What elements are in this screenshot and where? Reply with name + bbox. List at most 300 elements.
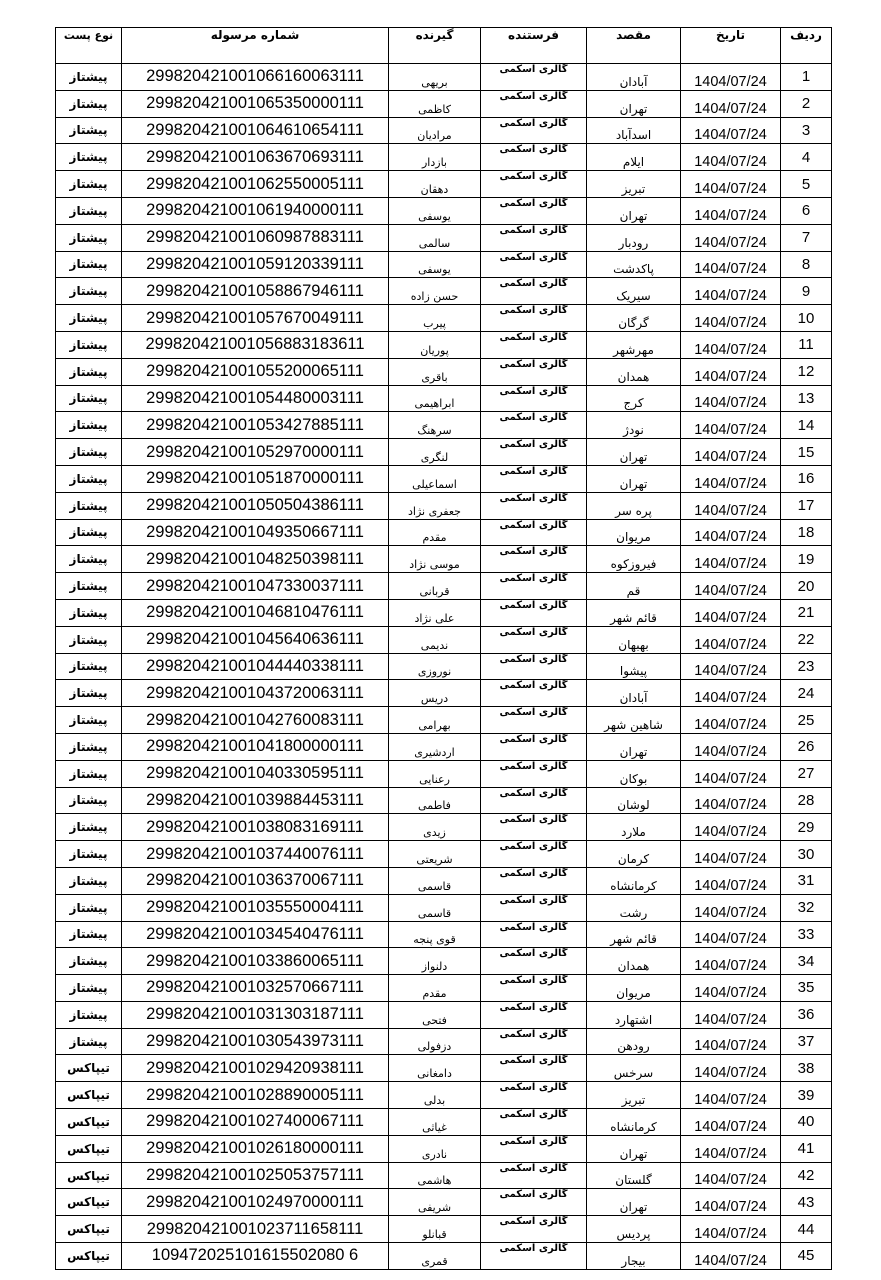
date-cell: 1404/07/24 [681, 90, 781, 117]
destination-cell: کرمان [587, 841, 681, 868]
tracking-number-cell: 299820421001045640636111 [122, 626, 389, 653]
destination-cell: همدان [587, 948, 681, 975]
header-type: نوع پست [56, 28, 122, 64]
row-number-cell: 24 [781, 680, 832, 707]
post-type-cell: پیشتاز [56, 707, 122, 734]
row-number-cell: 44 [781, 1216, 832, 1243]
date-cell: 1404/07/24 [681, 144, 781, 171]
tracking-number-cell: 299820421001063670693111 [122, 144, 389, 171]
tracking-number-cell: 299820421001051870000111 [122, 465, 389, 492]
destination-cell: تهران [587, 465, 681, 492]
row-number-cell: 17 [781, 492, 832, 519]
sender-cell: گالری اسکمی [481, 599, 587, 626]
row-number-cell: 13 [781, 385, 832, 412]
date-cell: 1404/07/24 [681, 841, 781, 868]
post-type-cell: پیشتاز [56, 948, 122, 975]
table-row [56, 573, 832, 600]
date-cell: 1404/07/24 [681, 787, 781, 814]
tracking-number-cell: 299820421001039884453111 [122, 787, 389, 814]
date-cell: 1404/07/24 [681, 519, 781, 546]
table-row [56, 519, 832, 546]
table-row [56, 1109, 832, 1136]
destination-cell: گلستان [587, 1162, 681, 1189]
table-row [56, 546, 832, 573]
receiver-cell: قربانی [389, 573, 481, 600]
post-type-cell: پیشتاز [56, 1001, 122, 1028]
destination-cell: تهران [587, 197, 681, 224]
tracking-number-cell: 299820421001029420938111 [122, 1055, 389, 1082]
post-type-cell: تیپاکس [56, 1162, 122, 1189]
post-type-cell: پیشتاز [56, 358, 122, 385]
row-number-cell: 42 [781, 1162, 832, 1189]
destination-cell: ملارد [587, 814, 681, 841]
tracking-number-cell: 299820421001058867946111 [122, 278, 389, 305]
receiver-cell: قاسمی [389, 894, 481, 921]
receiver-cell: اسماعیلی [389, 465, 481, 492]
post-type-cell: پیشتاز [56, 385, 122, 412]
row-number-cell: 37 [781, 1028, 832, 1055]
tracking-number-cell: 299820421001044440338111 [122, 653, 389, 680]
sender-cell: گالری اسکمی [481, 1055, 587, 1082]
receiver-cell: سرهنگ [389, 412, 481, 439]
row-number-cell: 15 [781, 439, 832, 466]
date-cell: 1404/07/24 [681, 439, 781, 466]
sender-cell: گالری اسکمی [481, 894, 587, 921]
receiver-cell: شریعتی [389, 841, 481, 868]
post-type-cell: پیشتاز [56, 760, 122, 787]
row-number-cell: 16 [781, 465, 832, 492]
receiver-cell: پوریان [389, 331, 481, 358]
destination-cell: سیریک [587, 278, 681, 305]
receiver-cell: پیرب [389, 305, 481, 332]
sender-cell: گالری اسکمی [481, 519, 587, 546]
post-type-cell: پیشتاز [56, 841, 122, 868]
header-destination: مقصد [587, 28, 681, 64]
row-number-cell: 32 [781, 894, 832, 921]
receiver-cell: سالمی [389, 224, 481, 251]
tracking-number-cell: 299820421001043720063111 [122, 680, 389, 707]
post-type-cell: پیشتاز [56, 653, 122, 680]
tracking-number-cell: 299820421001056883183611 [122, 331, 389, 358]
sender-cell: گالری اسکمی [481, 385, 587, 412]
row-number-cell: 38 [781, 1055, 832, 1082]
row-number-cell: 6 [781, 197, 832, 224]
post-type-cell: تیپاکس [56, 1135, 122, 1162]
receiver-cell: دامغانی [389, 1055, 481, 1082]
receiver-cell: ندیمی [389, 626, 481, 653]
post-type-cell: پیشتاز [56, 626, 122, 653]
date-cell: 1404/07/24 [681, 599, 781, 626]
tracking-number-cell: 299820421001035550004111 [122, 894, 389, 921]
post-type-cell: پیشتاز [56, 224, 122, 251]
post-type-cell: پیشتاز [56, 171, 122, 198]
destination-cell: تبریز [587, 171, 681, 198]
destination-cell: رودبار [587, 224, 681, 251]
post-type-cell: پیشتاز [56, 331, 122, 358]
sender-cell: گالری اسکمی [481, 251, 587, 278]
sender-cell: گالری اسکمی [481, 733, 587, 760]
date-cell: 1404/07/24 [681, 1216, 781, 1243]
post-type-cell: پیشتاز [56, 439, 122, 466]
post-type-cell: پیشتاز [56, 465, 122, 492]
tracking-number-cell: 299820421001062550005111 [122, 171, 389, 198]
row-number-cell: 33 [781, 921, 832, 948]
sender-cell: گالری اسکمی [481, 626, 587, 653]
tracking-number-cell: 299820421001054480003111 [122, 385, 389, 412]
table-row [56, 626, 832, 653]
receiver-cell: نادری [389, 1135, 481, 1162]
sender-cell: گالری اسکمی [481, 867, 587, 894]
row-number-cell: 27 [781, 760, 832, 787]
post-type-cell: پیشتاز [56, 814, 122, 841]
row-number-cell: 5 [781, 171, 832, 198]
table-body [56, 64, 832, 1270]
date-cell: 1404/07/24 [681, 707, 781, 734]
date-cell: 1404/07/24 [681, 251, 781, 278]
destination-cell: شاهین شهر [587, 707, 681, 734]
tracking-number-cell: 299820421001037440076111 [122, 841, 389, 868]
table-row [56, 948, 832, 975]
sender-cell: گالری اسکمی [481, 224, 587, 251]
sender-cell: گالری اسکمی [481, 760, 587, 787]
receiver-cell: فاطمی [389, 787, 481, 814]
row-number-cell: 36 [781, 1001, 832, 1028]
tracking-number-cell: 299820421001032570667111 [122, 975, 389, 1002]
row-number-cell: 26 [781, 733, 832, 760]
tracking-number-cell: 299820421001053427885111 [122, 412, 389, 439]
destination-cell: بیجار [587, 1243, 681, 1270]
sender-cell: گالری اسکمی [481, 197, 587, 224]
receiver-cell: قبانلو [389, 1216, 481, 1243]
table-row [56, 707, 832, 734]
row-number-cell: 7 [781, 224, 832, 251]
destination-cell: کرمانشاه [587, 867, 681, 894]
tracking-number-cell: 299820421001028890005111 [122, 1082, 389, 1109]
tracking-number-cell: 299820421001064610654111 [122, 117, 389, 144]
table-row [56, 1243, 832, 1270]
receiver-cell: قوی پنجه [389, 921, 481, 948]
sender-cell: گالری اسکمی [481, 1109, 587, 1136]
sender-cell: گالری اسکمی [481, 546, 587, 573]
sender-cell: گالری اسکمی [481, 841, 587, 868]
header-date: تاریخ [681, 28, 781, 64]
post-type-cell: پیشتاز [56, 599, 122, 626]
tracking-number-cell: 299820421001057670049111 [122, 305, 389, 332]
destination-cell: تهران [587, 439, 681, 466]
sender-cell: گالری اسکمی [481, 921, 587, 948]
table-row [56, 653, 832, 680]
sender-cell: گالری اسکمی [481, 358, 587, 385]
table-row [56, 412, 832, 439]
table-row [56, 733, 832, 760]
destination-cell: همدان [587, 358, 681, 385]
post-type-cell: پیشتاز [56, 305, 122, 332]
sender-cell: گالری اسکمی [481, 1162, 587, 1189]
destination-cell: تهران [587, 733, 681, 760]
sender-cell: گالری اسکمی [481, 412, 587, 439]
row-number-cell: 9 [781, 278, 832, 305]
table-row [56, 1162, 832, 1189]
destination-cell: کرج [587, 385, 681, 412]
table-row [56, 867, 832, 894]
date-cell: 1404/07/24 [681, 1189, 781, 1216]
row-number-cell: 3 [781, 117, 832, 144]
table-row [56, 465, 832, 492]
date-cell: 1404/07/24 [681, 975, 781, 1002]
header-sender: فرستنده [481, 28, 587, 64]
tracking-number-cell: 299820421001046810476111 [122, 599, 389, 626]
sender-cell: گالری اسکمی [481, 1189, 587, 1216]
header-row [56, 28, 832, 64]
sender-cell: گالری اسکمی [481, 117, 587, 144]
destination-cell: آبادان [587, 680, 681, 707]
sender-cell: گالری اسکمی [481, 1028, 587, 1055]
receiver-cell: بازدار [389, 144, 481, 171]
row-number-cell: 2 [781, 90, 832, 117]
row-number-cell: 18 [781, 519, 832, 546]
table-row [56, 197, 832, 224]
sender-cell: گالری اسکمی [481, 1082, 587, 1109]
destination-cell: گرگان [587, 305, 681, 332]
row-number-cell: 14 [781, 412, 832, 439]
destination-cell: پردیس [587, 1216, 681, 1243]
date-cell: 1404/07/24 [681, 465, 781, 492]
tracking-number-cell: 299820421001036370067111 [122, 867, 389, 894]
receiver-cell: بریهی [389, 64, 481, 91]
receiver-cell: کاظمی [389, 90, 481, 117]
tracking-number-cell: 299820421001047330037111 [122, 573, 389, 600]
table-row [56, 1028, 832, 1055]
row-number-cell: 12 [781, 358, 832, 385]
receiver-cell: فتحی [389, 1001, 481, 1028]
destination-cell: مریوان [587, 975, 681, 1002]
tracking-number-cell: 299820421001038083169111 [122, 814, 389, 841]
receiver-cell: علی نژاد [389, 599, 481, 626]
tracking-number-cell: 299820421001024970000111 [122, 1189, 389, 1216]
post-type-cell: پیشتاز [56, 412, 122, 439]
table-row [56, 144, 832, 171]
row-number-cell: 23 [781, 653, 832, 680]
sender-cell: گالری اسکمی [481, 1243, 587, 1270]
receiver-cell: شریفی [389, 1189, 481, 1216]
receiver-cell: جعفری نژاد [389, 492, 481, 519]
tracking-number-cell: 299820421001066160063111 [122, 64, 389, 91]
post-type-cell: پیشتاز [56, 733, 122, 760]
receiver-cell: نوروزی [389, 653, 481, 680]
date-cell: 1404/07/24 [681, 278, 781, 305]
receiver-cell: دزفولی [389, 1028, 481, 1055]
sender-cell: گالری اسکمی [481, 573, 587, 600]
sender-cell: گالری اسکمی [481, 278, 587, 305]
date-cell: 1404/07/24 [681, 412, 781, 439]
tracking-number-cell: 299820421001042760083111 [122, 707, 389, 734]
row-number-cell: 4 [781, 144, 832, 171]
sender-cell: گالری اسکمی [481, 787, 587, 814]
date-cell: 1404/07/24 [681, 117, 781, 144]
tracking-number-cell: 299820421001052970000111 [122, 439, 389, 466]
post-type-cell: پیشتاز [56, 278, 122, 305]
destination-cell: بهبهان [587, 626, 681, 653]
receiver-cell: دهقان [389, 171, 481, 198]
sender-cell: گالری اسکمی [481, 680, 587, 707]
sender-cell: گالری اسکمی [481, 707, 587, 734]
date-cell: 1404/07/24 [681, 573, 781, 600]
date-cell: 1404/07/24 [681, 948, 781, 975]
table-row [56, 1001, 832, 1028]
row-number-cell: 41 [781, 1135, 832, 1162]
post-type-cell: پیشتاز [56, 921, 122, 948]
tracking-number-cell: 299820421001065350000111 [122, 90, 389, 117]
date-cell: 1404/07/24 [681, 171, 781, 198]
receiver-cell: قمری [389, 1243, 481, 1270]
receiver-cell: بدلی [389, 1082, 481, 1109]
date-cell: 1404/07/24 [681, 733, 781, 760]
row-number-cell: 22 [781, 626, 832, 653]
tracking-number-cell: 299820421001033860065111 [122, 948, 389, 975]
destination-cell: تهران [587, 1135, 681, 1162]
sender-cell: گالری اسکمی [481, 64, 587, 91]
date-cell: 1404/07/24 [681, 1055, 781, 1082]
header-row-number: ردیف [781, 28, 832, 64]
destination-cell: پره سر [587, 492, 681, 519]
receiver-cell: یوسفی [389, 197, 481, 224]
tracking-number-cell: 299820421001025053757111 [122, 1162, 389, 1189]
destination-cell: تهران [587, 1189, 681, 1216]
destination-cell: رودهن [587, 1028, 681, 1055]
header-receiver: گیرنده [389, 28, 481, 64]
destination-cell: مهرشهر [587, 331, 681, 358]
destination-cell: کرمانشاه [587, 1109, 681, 1136]
tracking-number-cell: 109472025101615502080 6 [122, 1243, 389, 1270]
table-row [56, 1055, 832, 1082]
row-number-cell: 28 [781, 787, 832, 814]
shipments-table [55, 27, 832, 1270]
destination-cell: قائم شهر [587, 921, 681, 948]
tracking-number-cell: 299820421001048250398111 [122, 546, 389, 573]
table-row [56, 224, 832, 251]
sender-cell: گالری اسکمی [481, 814, 587, 841]
table-row [56, 841, 832, 868]
tracking-number-cell: 299820421001030543973111 [122, 1028, 389, 1055]
date-cell: 1404/07/24 [681, 626, 781, 653]
receiver-cell: لنگری [389, 439, 481, 466]
sender-cell: گالری اسکمی [481, 439, 587, 466]
row-number-cell: 19 [781, 546, 832, 573]
date-cell: 1404/07/24 [681, 1001, 781, 1028]
row-number-cell: 1 [781, 64, 832, 91]
table-row [56, 680, 832, 707]
receiver-cell: رعنایی [389, 760, 481, 787]
tracking-number-cell: 299820421001061940000111 [122, 197, 389, 224]
tracking-number-cell: 299820421001041800000111 [122, 733, 389, 760]
date-cell: 1404/07/24 [681, 867, 781, 894]
destination-cell: قم [587, 573, 681, 600]
destination-cell: فیروزکوه [587, 546, 681, 573]
tracking-number-cell: 299820421001034540476111 [122, 921, 389, 948]
table-row [56, 894, 832, 921]
table-row [56, 599, 832, 626]
post-type-cell: پیشتاز [56, 64, 122, 91]
destination-cell: تهران [587, 90, 681, 117]
destination-cell: اسدآباد [587, 117, 681, 144]
table-row [56, 358, 832, 385]
row-number-cell: 30 [781, 841, 832, 868]
receiver-cell: یوسفی [389, 251, 481, 278]
sender-cell: گالری اسکمی [481, 1135, 587, 1162]
receiver-cell: دریس [389, 680, 481, 707]
post-type-cell: تیپاکس [56, 1109, 122, 1136]
tracking-number-cell: 299820421001049350667111 [122, 519, 389, 546]
tracking-number-cell: 299820421001026180000111 [122, 1135, 389, 1162]
sender-cell: گالری اسکمی [481, 305, 587, 332]
date-cell: 1404/07/24 [681, 305, 781, 332]
sender-cell: گالری اسکمی [481, 492, 587, 519]
destination-cell: قائم شهر [587, 599, 681, 626]
destination-cell: ایلام [587, 144, 681, 171]
receiver-cell: هاشمی [389, 1162, 481, 1189]
destination-cell: تبریز [587, 1082, 681, 1109]
receiver-cell: اردشیری [389, 733, 481, 760]
tracking-number-cell: 299820421001059120339111 [122, 251, 389, 278]
table-row [56, 1082, 832, 1109]
sender-cell: گالری اسکمی [481, 465, 587, 492]
table-row [56, 921, 832, 948]
table-row [56, 1189, 832, 1216]
receiver-cell: بهرامی [389, 707, 481, 734]
table-row [56, 117, 832, 144]
table-row [56, 1135, 832, 1162]
sender-cell: گالری اسکمی [481, 948, 587, 975]
receiver-cell: مرادیان [389, 117, 481, 144]
sender-cell: گالری اسکمی [481, 1001, 587, 1028]
date-cell: 1404/07/24 [681, 1135, 781, 1162]
table-row [56, 439, 832, 466]
date-cell: 1404/07/24 [681, 224, 781, 251]
receiver-cell: ابراهیمی [389, 385, 481, 412]
post-type-cell: تیپاکس [56, 1082, 122, 1109]
post-type-cell: پیشتاز [56, 519, 122, 546]
destination-cell: رشت [587, 894, 681, 921]
tracking-number-cell: 299820421001027400067111 [122, 1109, 389, 1136]
row-number-cell: 25 [781, 707, 832, 734]
post-type-cell: پیشتاز [56, 787, 122, 814]
row-number-cell: 35 [781, 975, 832, 1002]
date-cell: 1404/07/24 [681, 680, 781, 707]
destination-cell: آبادان [587, 64, 681, 91]
table-row [56, 1216, 832, 1243]
tracking-number-cell: 299820421001023711658111 [122, 1216, 389, 1243]
row-number-cell: 8 [781, 251, 832, 278]
post-type-cell: پیشتاز [56, 867, 122, 894]
sender-cell: گالری اسکمی [481, 90, 587, 117]
date-cell: 1404/07/24 [681, 492, 781, 519]
row-number-cell: 34 [781, 948, 832, 975]
date-cell: 1404/07/24 [681, 1243, 781, 1270]
post-type-cell: تیپاکس [56, 1243, 122, 1270]
table-row [56, 975, 832, 1002]
receiver-cell: مقدم [389, 975, 481, 1002]
row-number-cell: 39 [781, 1082, 832, 1109]
tracking-number-cell: 299820421001060987883111 [122, 224, 389, 251]
tracking-number-cell: 299820421001055200065111 [122, 358, 389, 385]
post-type-cell: تیپاکس [56, 1216, 122, 1243]
table-row [56, 305, 832, 332]
sender-cell: گالری اسکمی [481, 144, 587, 171]
row-number-cell: 45 [781, 1243, 832, 1270]
post-type-cell: پیشتاز [56, 492, 122, 519]
table-row [56, 171, 832, 198]
tracking-number-cell: 299820421001050504386111 [122, 492, 389, 519]
